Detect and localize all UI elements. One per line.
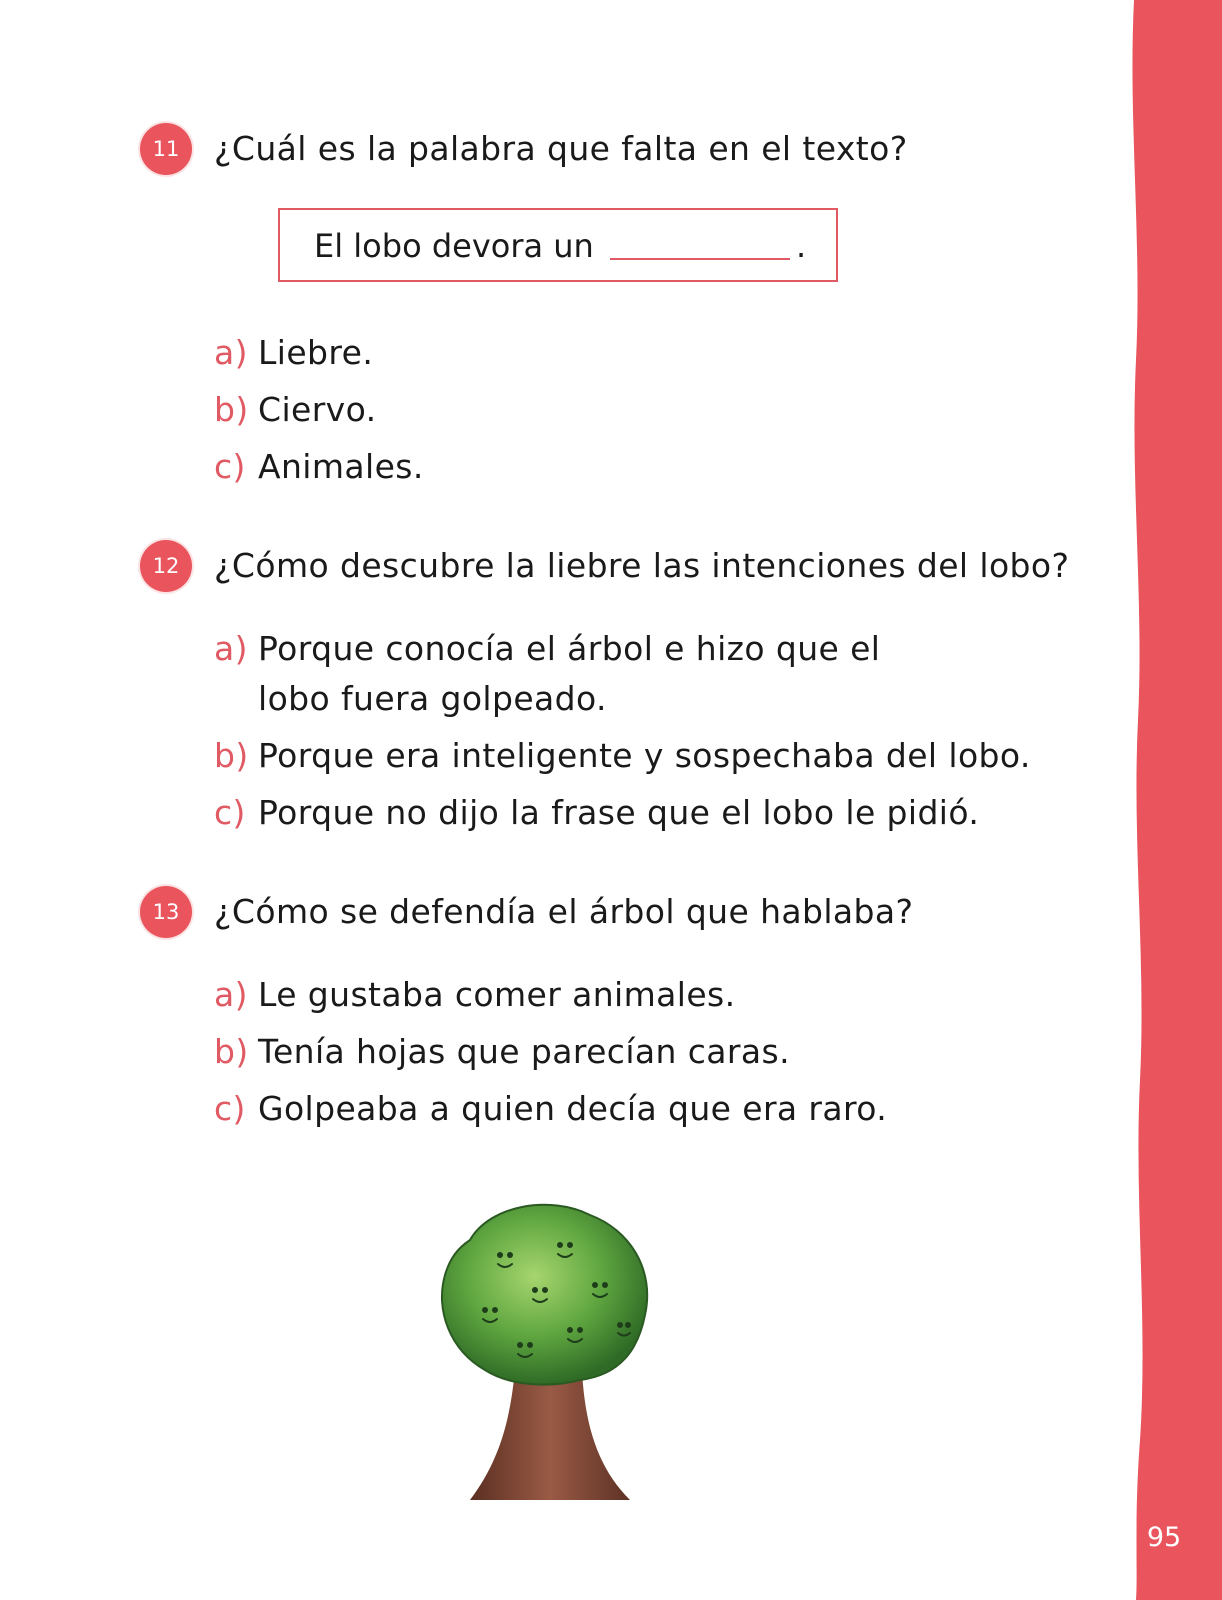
tree-crown bbox=[442, 1205, 647, 1385]
options-q11 bbox=[214, 328, 424, 499]
option-text: Porque no dijo la frase que el lobo le pidió. bbox=[258, 793, 980, 832]
option-letter: a) bbox=[214, 333, 248, 372]
option-b[interactable] bbox=[214, 731, 1031, 781]
option-text: Ciervo. bbox=[258, 390, 377, 429]
option-c[interactable] bbox=[214, 788, 1031, 838]
option-a[interactable] bbox=[214, 624, 1031, 724]
option-letter: c) bbox=[214, 1089, 246, 1128]
option-letter: a) bbox=[214, 629, 248, 668]
option-letter: b) bbox=[214, 736, 249, 775]
talking-tree-illustration bbox=[430, 1200, 660, 1510]
option-b[interactable] bbox=[214, 1027, 887, 1077]
option-text: Le gustaba comer animales. bbox=[258, 975, 736, 1014]
tree-trunk bbox=[470, 1370, 630, 1500]
option-b[interactable] bbox=[214, 385, 424, 435]
fill-in-period: . bbox=[796, 227, 807, 265]
question-text: ¿Cuál es la palabra que falta en el texto? bbox=[214, 129, 908, 168]
blank-line[interactable] bbox=[610, 258, 790, 260]
question-text: ¿Cómo se defendía el árbol que hablaba? bbox=[214, 892, 914, 931]
fill-in-box bbox=[278, 208, 838, 282]
option-c[interactable] bbox=[214, 442, 424, 492]
fill-in-sentence: El lobo devora un bbox=[314, 227, 594, 265]
option-letter: a) bbox=[214, 975, 248, 1014]
option-text: Golpeaba a quien decía que era raro. bbox=[258, 1089, 888, 1128]
option-a[interactable] bbox=[214, 328, 424, 378]
options-q13 bbox=[214, 970, 887, 1141]
option-c[interactable] bbox=[214, 1084, 887, 1134]
option-letter: c) bbox=[214, 447, 246, 486]
option-a[interactable] bbox=[214, 970, 887, 1020]
question-text: ¿Cómo descubre la liebre las intenciones del lobo? bbox=[214, 546, 1070, 585]
question-number-badge: 12 bbox=[140, 540, 192, 592]
option-text: Animales. bbox=[258, 447, 424, 486]
side-band bbox=[1122, 0, 1222, 1600]
option-text: Tenía hojas que parecían caras. bbox=[258, 1032, 790, 1071]
page-number: 95 bbox=[1146, 1522, 1182, 1553]
question-number-badge: 11 bbox=[140, 123, 192, 175]
option-text: Porque era inteligente y sospechaba del lobo. bbox=[258, 736, 1031, 775]
option-letter: c) bbox=[214, 793, 246, 832]
option-text: Liebre. bbox=[258, 333, 374, 372]
option-text: Porque conocía el árbol e hizo que el lobo fuera golpeado. bbox=[258, 629, 881, 718]
side-band-shape bbox=[1132, 0, 1222, 1600]
option-letter: b) bbox=[214, 1032, 249, 1071]
options-q12 bbox=[214, 624, 1031, 845]
option-letter: b) bbox=[214, 390, 249, 429]
question-number-badge: 13 bbox=[140, 886, 192, 938]
